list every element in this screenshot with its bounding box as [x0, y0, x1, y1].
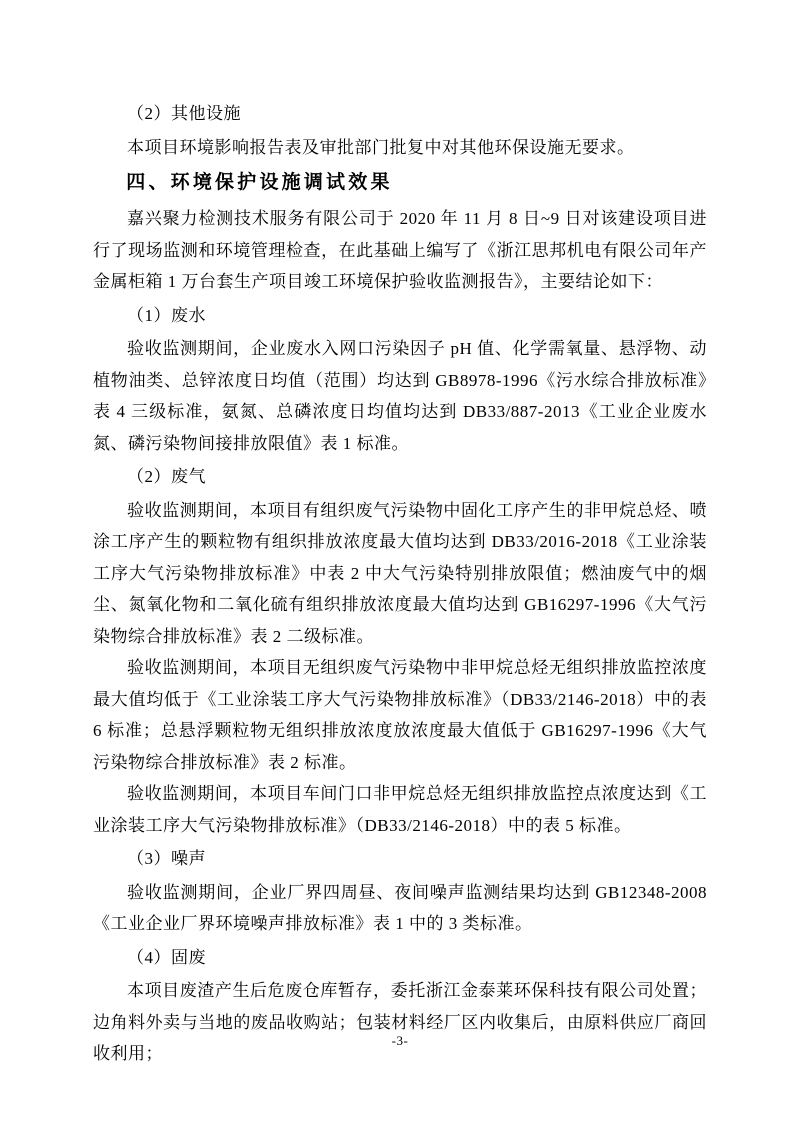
document-body [93, 96, 707, 1070]
section-heading-commissioning-results: 四、环境保护设施调试效果 [126, 172, 393, 193]
page-number: -3- [391, 1033, 409, 1048]
paragraph-other-facilities: 本项目环境影响报告表及审批部门批复中对其他环保设施无要求。 [127, 137, 635, 157]
paragraph-wastewater: 验收监测期间，企业废水入网口污染因子 pH 值、化学需氧量、悬浮物、动植物油类、总锌浓度日均值（范围）均达到 GB8978-1996《污水综合排放标准》表 4 三级标准，氨氮、总磷浓度日均值均达到 DB33/887-2013《工业企业废水氮、磷污染物间接排放限值》表 1 标准。 [93, 339, 707, 453]
subsection-label-noise: （3）噪声 [127, 849, 206, 868]
paragraph-solid-waste: 本项目废渣产生后危废仓库暂存，委托浙江金泰莱环保科技有限公司处置；边角料外卖与当地的废品收购站；包装材料经厂区内收集后，由原料供应厂商回收利用； [93, 981, 707, 1063]
paragraph-noise: 验收监测期间，企业厂界四周昼、夜间噪声监测结果均达到 GB12348-2008《工业企业厂界环境噪声排放标准》表 1 中的 3 类标准。 [93, 882, 707, 933]
subsection-label-waste-gas: （2）废气 [127, 467, 206, 486]
paragraph-waste-gas-workshop: 验收监测期间，本项目车间门口非甲烷总烃无组织排放监控点浓度达到《工业涂装工序大气污染物排放标准》（DB33/2146-2018）中的表 5 标准。 [93, 784, 707, 835]
subsection-label-other-facilities: （2）其他设施 [127, 104, 241, 123]
paragraph-waste-gas-organized: 验收监测期间，本项目有组织废气污染物中固化工序产生的非甲烷总烃、喷涂工序产生的颗粒物有组织排放浓度最大值均达到 DB33/2016-2018《工业涂装工序大气污染物排放标准》中表 2 中大气污染特别排放限值；燃油废气中的烟尘、氮氧化物和二氧化硫有组织排放浓度最大值均达到 GB16297-1996《大气污染物综合排放标准》表 2 二级标准。 [93, 500, 707, 646]
paragraph-monitoring-overview: 嘉兴聚力检测技术服务有限公司于 2020 年 11 月 8 日~9 日对该建设项目进行了现场监测和环境管理检查，在此基础上编写了《浙江思邦机电有限公司年产金属柜箱 1 万台套生产项目竣工环境保护验收监测报告》，主要结论如下： [93, 209, 707, 291]
subsection-label-solid-waste: （4）固废 [127, 947, 206, 967]
subsection-label-wastewater: （1）废水 [127, 305, 206, 325]
paragraph-waste-gas-fugitive: 验收监测期间，本项目无组织废气污染物中非甲烷总烃无组织排放监控浓度最大值均低于《工业涂装工序大气污染物排放标准》（DB33/2146-2018）中的表 6 标准；总悬浮颗粒物无组织排放浓度放浓度最大值低于 GB16297-1996《大气污染物综合排放标准》表 2 标准。 [93, 658, 707, 772]
